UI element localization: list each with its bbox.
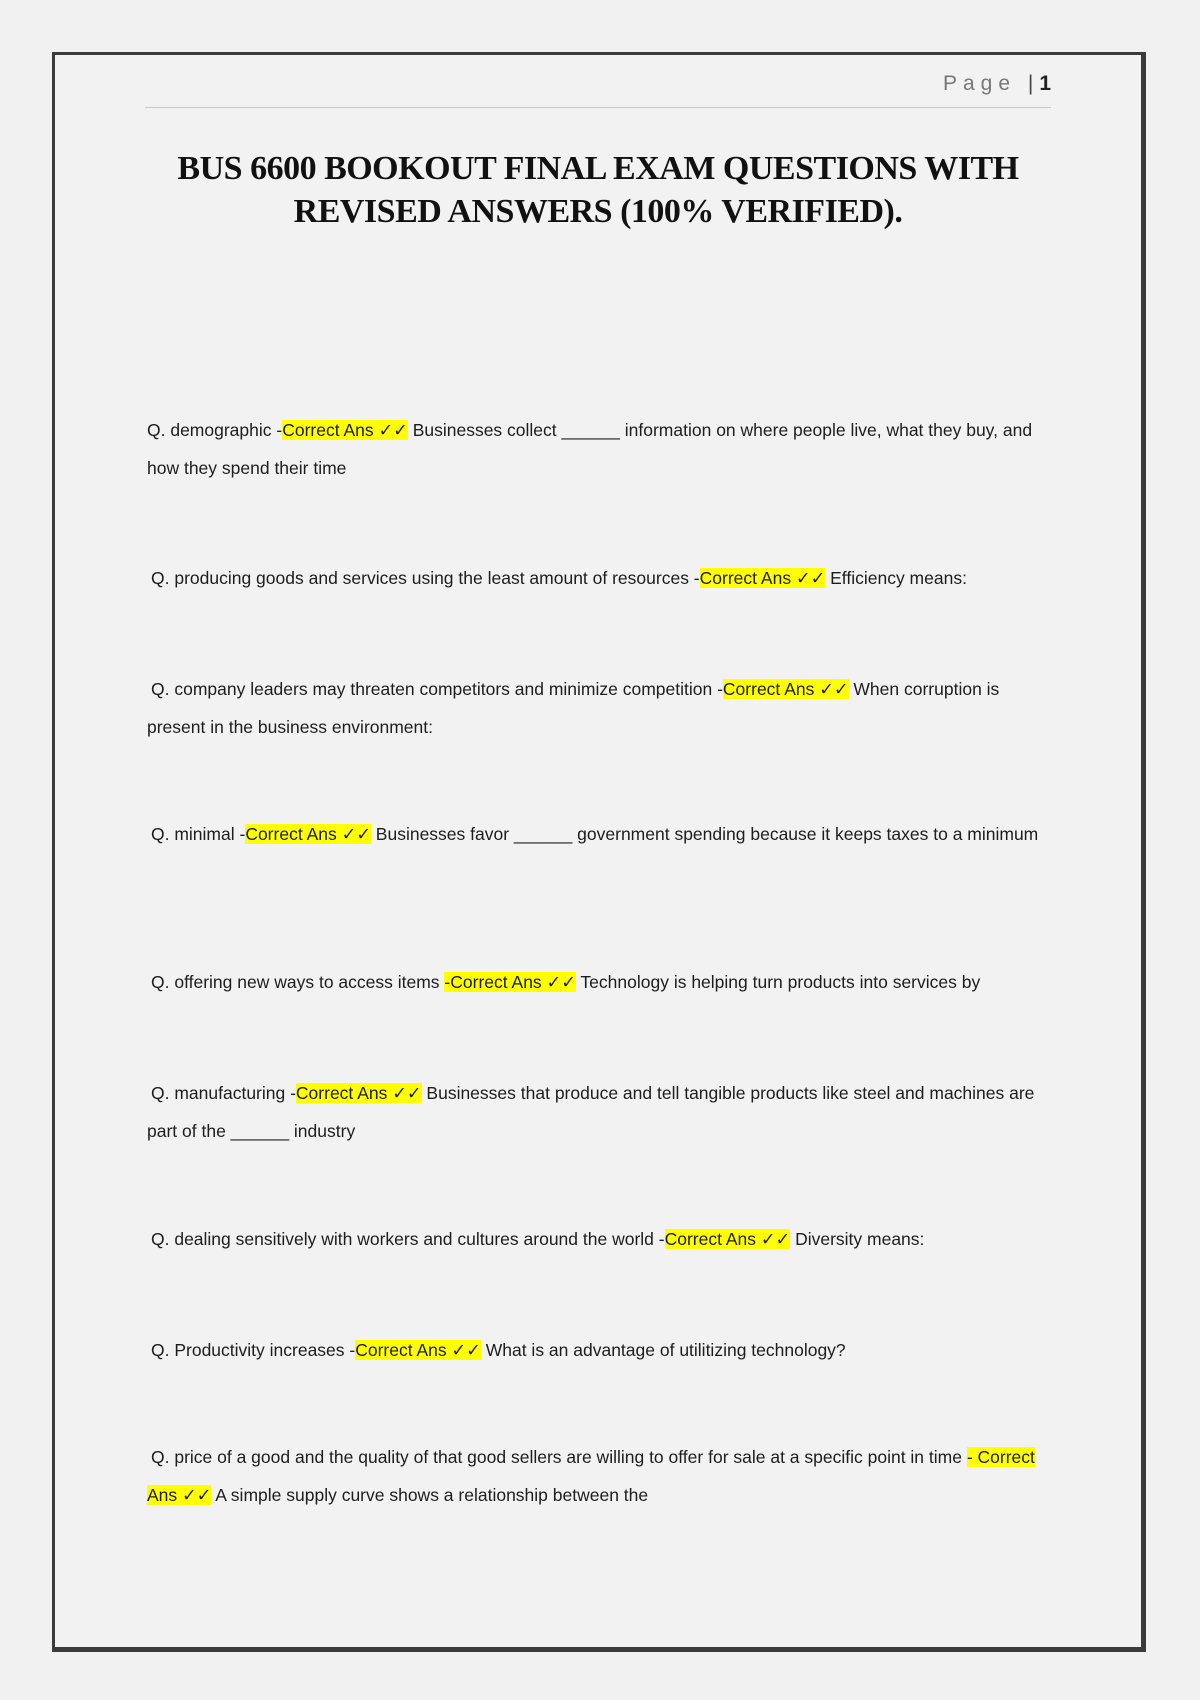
page-header bbox=[145, 69, 1051, 108]
correct-answer-highlight: Correct Ans ✓✓ bbox=[664, 1229, 791, 1249]
question-text: Q. price of a good and the quality of that good sellers are willing to offer for sale at a specific point in time bbox=[151, 1447, 967, 1467]
question-item-1 bbox=[147, 411, 1045, 487]
page-separator: | bbox=[1027, 72, 1034, 95]
question-text: Q. producing goods and services using the least amount of resources - bbox=[151, 568, 700, 588]
page-number-label bbox=[943, 69, 1051, 99]
question-item-8 bbox=[147, 1331, 1045, 1369]
question-item-5 bbox=[147, 963, 1045, 1001]
correct-answer-highlight: Correct Ans ✓✓ bbox=[295, 1083, 422, 1103]
question-item-7 bbox=[147, 1220, 1045, 1258]
correct-answer-highlight: Correct Ans ✓✓ bbox=[282, 420, 408, 440]
question-text: Q. company leaders may threaten competitors and minimize competition - bbox=[151, 679, 723, 699]
question-prompt: Businesses that produce and tell tangible products like steel and machines are part of the ______ industry bbox=[147, 1083, 1035, 1141]
page-number: 1 bbox=[1039, 72, 1051, 95]
document-page bbox=[52, 52, 1146, 1652]
correct-answer-highlight: Correct Ans ✓✓ bbox=[355, 1340, 481, 1360]
question-text: Q. Productivity increases - bbox=[151, 1340, 356, 1360]
question-item-4 bbox=[147, 815, 1045, 853]
question-text: Q. dealing sensitively with workers and cultures around the world - bbox=[151, 1229, 665, 1249]
correct-answer-highlight: -Correct Ans ✓✓ bbox=[444, 972, 576, 992]
question-prompt: Businesses collect ______ information on where people live, what they buy, and how they spend their time bbox=[147, 420, 1033, 478]
question-prompt: What is an advantage of utilitizing technology? bbox=[480, 1340, 846, 1360]
question-prompt: Diversity means: bbox=[790, 1229, 925, 1249]
question-item-9 bbox=[147, 1438, 1045, 1514]
question-item-3 bbox=[147, 670, 1045, 746]
question-prompt: Technology is helping turn products into services by bbox=[575, 972, 981, 992]
correct-answer-highlight: Correct Ans ✓✓ bbox=[699, 568, 826, 588]
page-word: Page bbox=[942, 72, 1016, 95]
question-prompt: Businesses favor ______ government spending because it keeps taxes to a minimum bbox=[370, 824, 1039, 844]
question-text: Q. demographic - bbox=[147, 420, 283, 440]
question-prompt: When corruption is present in the business environment: bbox=[147, 679, 1000, 737]
question-text: Q. offering new ways to access items bbox=[151, 972, 445, 992]
question-prompt: A simple supply curve shows a relationship between the bbox=[211, 1485, 649, 1505]
question-item-2 bbox=[147, 559, 1045, 597]
question-text: Q. minimal - bbox=[151, 824, 246, 844]
question-item-6 bbox=[147, 1074, 1045, 1150]
correct-answer-highlight: - Correct Ans ✓✓ bbox=[147, 1447, 1035, 1505]
question-prompt: Efficiency means: bbox=[825, 568, 967, 588]
correct-answer-highlight: Correct Ans ✓✓ bbox=[245, 824, 371, 844]
question-text: Q. manufacturing - bbox=[151, 1083, 296, 1103]
correct-answer-highlight: Correct Ans ✓✓ bbox=[722, 679, 849, 699]
document-title: BUS 6600 BOOKOUT FINAL EXAM QUESTIONS WITH REVISED ANSWERS (100% VERIFIED). bbox=[177, 150, 1019, 230]
